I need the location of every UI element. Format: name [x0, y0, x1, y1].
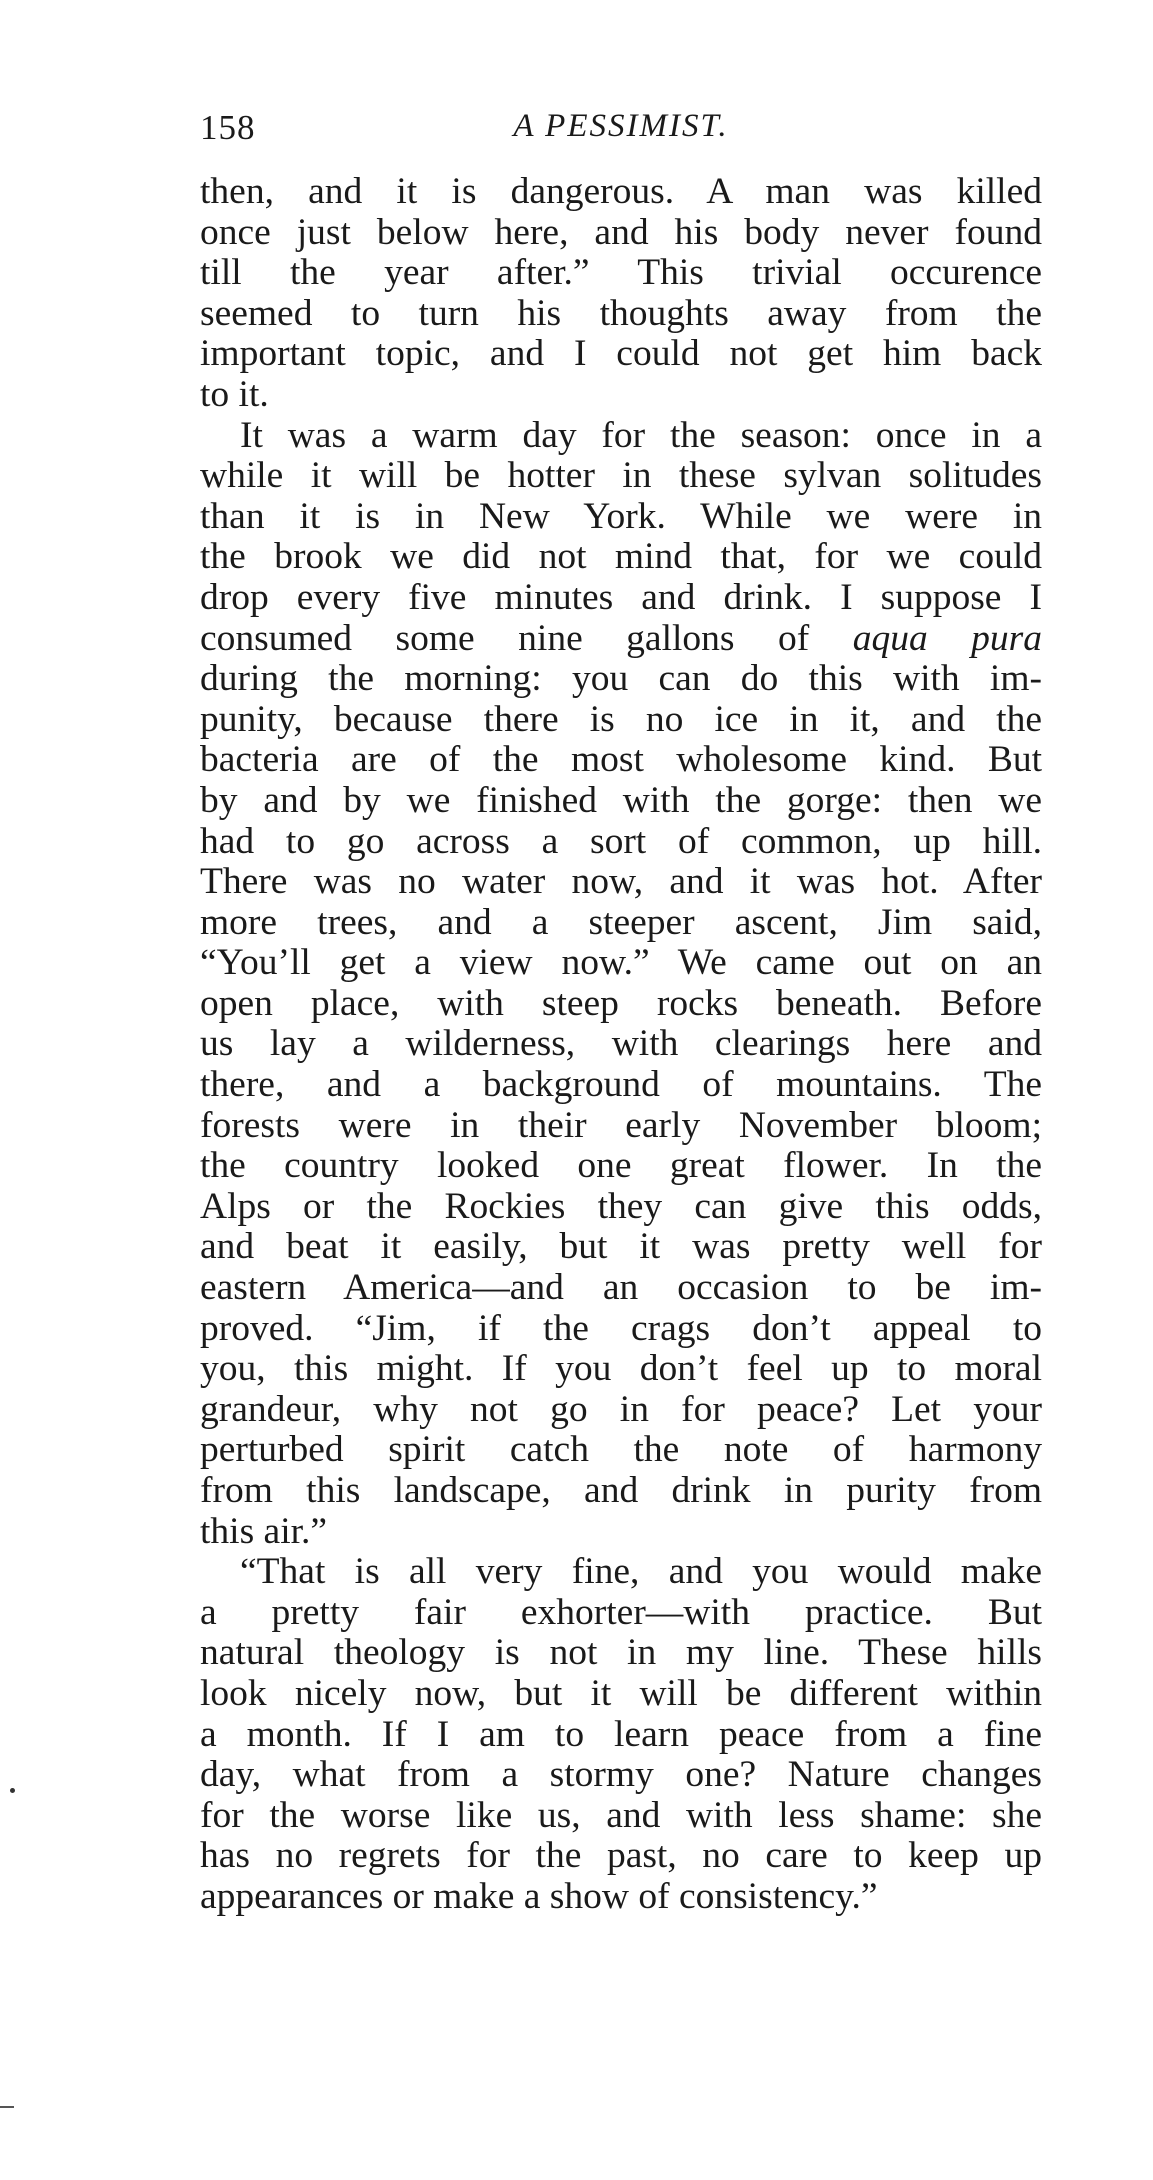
text-line: and beat it easily, but it was pretty well for	[200, 1226, 1042, 1268]
text-line: forests were in their early November bloom;	[200, 1104, 1042, 1146]
text-line: drop every five minutes and drink. I suppose I	[200, 576, 1042, 618]
text-line: day, what from a stormy one? Nature changes	[200, 1754, 1042, 1796]
text-line: than it is in New York. While we were in	[200, 495, 1042, 537]
text-line: during the morning: you can do this with im-	[200, 658, 1042, 700]
text-line: had to go across a sort of common, up hill.	[200, 820, 1042, 862]
text-line: consumed some nine gallons of aqua pura	[200, 617, 1042, 659]
text-line: while it will be hotter in these sylvan solitudes	[200, 455, 1042, 497]
text-line: open place, with steep rocks beneath. Before	[200, 982, 1042, 1024]
text-line: has no regrets for the past, no care to keep up	[200, 1835, 1042, 1877]
text-line: “You’ll get a view now.” We came out on an	[200, 942, 1042, 984]
margin-mark	[0, 2106, 14, 2108]
text-line: us lay a wilderness, with clearings here and	[200, 1023, 1042, 1065]
text-line: till the year after.” This trivial occurence	[200, 252, 1042, 294]
text-line: a month. If I am to learn peace from a fine	[200, 1713, 1042, 1755]
text-line: punity, because there is no ice in it, and the	[200, 698, 1042, 740]
text-line: there, and a background of mountains. The	[200, 1064, 1042, 1106]
text-line: It was a warm day for the season: once in a	[240, 414, 1042, 456]
running-head	[200, 108, 1042, 158]
text-line: you, this might. If you don’t feel up to moral	[200, 1348, 1042, 1390]
text-line: from this landscape, and drink in purity from	[200, 1470, 1042, 1511]
text-line: once just below here, and his body never found	[200, 211, 1042, 253]
text-line: “That is all very fine, and you would make	[240, 1551, 1042, 1593]
text-line: for the worse like us, and with less shame: she	[200, 1794, 1042, 1836]
text-line: a pretty fair exhorter—with practice. But	[200, 1591, 1042, 1633]
text-line: more trees, and a steeper ascent, Jim said,	[200, 901, 1042, 943]
text-line: to it.	[200, 373, 269, 415]
text-line: this air.”	[200, 1510, 328, 1552]
text-line: then, and it is dangerous. A man was killed	[200, 171, 1042, 212]
text-line: seemed to turn his thoughts away from the	[200, 292, 1042, 334]
text-line: There was no water now, and it was hot. After	[200, 861, 1042, 903]
italic-phrase: aqua pura	[852, 617, 1042, 659]
text-line: bacteria are of the most wholesome kind. But	[200, 739, 1042, 781]
running-title: A PESSIMIST.	[513, 108, 729, 144]
text-line: by and by we finished with the gorge: then we	[200, 779, 1042, 821]
text-line: eastern America—and an occasion to be im-	[200, 1267, 1042, 1309]
text-line: perturbed spirit catch the note of harmony	[200, 1429, 1042, 1471]
text-line: Alps or the Rockies they can give this odds,	[200, 1185, 1042, 1227]
text-line: the country looked one great flower. In the	[200, 1145, 1042, 1187]
text-line: the brook we did not mind that, for we could	[200, 536, 1042, 578]
text-line: important topic, and I could not get him back	[200, 333, 1042, 375]
page-number: 158	[200, 108, 256, 147]
body-text	[200, 172, 1042, 1918]
text-line: appearances or make a show of consistency.”	[200, 1875, 878, 1917]
ink-speck	[10, 1788, 15, 1793]
text-line: look nicely now, but it will be different within	[200, 1672, 1042, 1714]
text-line: natural theology is not in my line. These hills	[200, 1632, 1042, 1674]
text-line: proved. “Jim, if the crags don’t appeal to	[200, 1307, 1042, 1349]
text-line: grandeur, why not go in for peace? Let your	[200, 1388, 1042, 1430]
